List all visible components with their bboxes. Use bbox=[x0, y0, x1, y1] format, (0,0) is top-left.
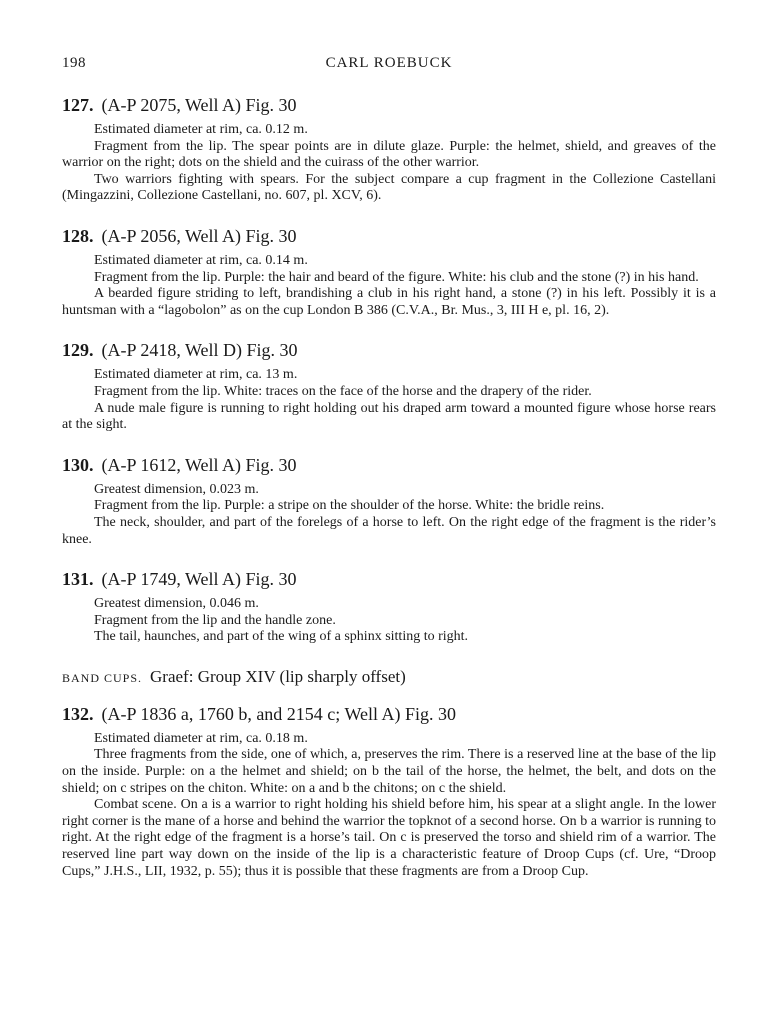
catalogue-entry bbox=[62, 339, 716, 433]
catalogue-entry bbox=[62, 703, 716, 880]
entry-heading bbox=[62, 225, 716, 247]
entry-heading bbox=[62, 94, 716, 116]
entry-reference: (A-P 1612, Well A) Fig. 30 bbox=[101, 454, 297, 475]
entry-subject: Two warriors fighting with spears. For the subject compare a cup fragment in the Collezione Castellani (Mingazzini, Collezione Castellani, no. 607, pl. XCV, 6). bbox=[62, 171, 716, 204]
entry-heading bbox=[62, 703, 716, 725]
catalogue-entry bbox=[62, 568, 716, 646]
entry-description: Fragment from the lip. The spear points are in dilute glaze. Purple: the helmet, shield, and greaves of the warrior on the right; dots on the shield and the cuirass of the other warrior. bbox=[62, 138, 716, 171]
section-title: Graef: Group XIV (lip sharply offset) bbox=[150, 666, 406, 686]
entry-number: 130. bbox=[62, 454, 94, 475]
catalogue-entry bbox=[62, 225, 716, 319]
entry-number: 128. bbox=[62, 225, 94, 246]
entry-subject: A nude male figure is running to right holding out his draped arm toward a mounted figure whose horse rears at the sight. bbox=[62, 400, 716, 433]
running-head bbox=[62, 55, 716, 79]
entry-dimension: Estimated diameter at rim, ca. 0.12 m. bbox=[94, 122, 308, 137]
entry-number: 127. bbox=[62, 95, 94, 115]
entry-reference: (A-P 2418, Well D) Fig. 30 bbox=[101, 340, 298, 361]
document-page bbox=[62, 55, 716, 900]
catalogue bbox=[62, 94, 716, 880]
entry-heading bbox=[62, 454, 716, 476]
entry-number: 131. bbox=[62, 569, 94, 590]
running-title: CARL ROEBUCK bbox=[325, 55, 453, 71]
page-number: 198 bbox=[62, 55, 86, 71]
entry-description: Fragment from the lip and the handle zone. bbox=[94, 612, 336, 628]
entry-description: Fragment from the lip. Purple: the hair and beard of the figure. White: his club and the stone (?) in his hand. bbox=[94, 269, 699, 285]
entry-dimension: Greatest dimension, 0.046 m. bbox=[94, 596, 259, 612]
entry-subject: The neck, shoulder, and part of the forelegs of a horse to left. On the right edge of the fragment is the rider’s knee. bbox=[62, 514, 716, 547]
entry-dimension: Estimated diameter at rim, ca. 13 m. bbox=[94, 367, 298, 383]
entry-dimension: Estimated diameter at rim, ca. 0.14 m. bbox=[94, 252, 308, 268]
entry-reference: (A-P 1749, Well A) Fig. 30 bbox=[101, 569, 297, 590]
entry-dimension: Greatest dimension, 0.023 m. bbox=[94, 481, 259, 497]
entry-description: Fragment from the lip. White: traces on the face of the horse and the drapery of the rider. bbox=[94, 383, 592, 399]
entry-heading bbox=[62, 339, 716, 361]
entry-subject: The tail, haunches, and part of the wing of a sphinx sitting to right. bbox=[94, 629, 469, 645]
entry-subject: A bearded figure striding to left, brandishing a club in his right hand, a stone (?) in his left. Possibly it is a huntsman with a “lagobolon” as on the cup London B 386 (C.V.A., Br. Mus., 3, III H e, pl. 16, 2). bbox=[62, 286, 716, 318]
entry-number: 129. bbox=[62, 340, 94, 361]
entry-reference: (A-P 1836 a, 1760 b, and 2154 c; Well A) Fig. 30 bbox=[101, 703, 457, 724]
entry-heading bbox=[62, 568, 716, 590]
section-label: BAND CUPS. bbox=[62, 670, 143, 685]
entry-subject: Combat scene. On a is a warrior to right holding his shield before him, his spear at a slight angle. In the lower right corner is the mane of a horse and behind the warrior the topknot of a second horse. On b a warrior is running to right. At the right edge of the fragment is a horse’s tail. On c is preserved the torso and shield rim of a warrior. The reserved line part way down on the inside of the lip is a characteristic feature of Droop Cups (cf. Ure, “Droop Cups,” J.H.S., LII, 1932, p. 55); thus it is possible that these fragments are from a Droop Cup. bbox=[62, 797, 716, 879]
entry-number: 132. bbox=[62, 703, 94, 724]
catalogue-entry bbox=[62, 454, 716, 548]
entry-description: Three fragments from the side, one of which, a, preserves the rim. There is a reserved line at the base of the lip on the inside. Purple: on a the helmet and shield; on b the tail of the horse, the helmet, the belt, and dots on the shield; on c stripes on the chiton. White: on a and b the chitons; on c the shield. bbox=[62, 747, 716, 796]
entry-description: Fragment from the lip. Purple: a stripe on the shoulder of the horse. White: the bridle reins. bbox=[94, 498, 605, 514]
catalogue-entry bbox=[62, 94, 716, 205]
entry-reference: (A-P 2075, Well A) Fig. 30 bbox=[101, 95, 297, 115]
entry-reference: (A-P 2056, Well A) Fig. 30 bbox=[101, 225, 297, 246]
entry-dimension: Estimated diameter at rim, ca. 0.18 m. bbox=[94, 730, 308, 746]
section-heading bbox=[62, 666, 716, 689]
